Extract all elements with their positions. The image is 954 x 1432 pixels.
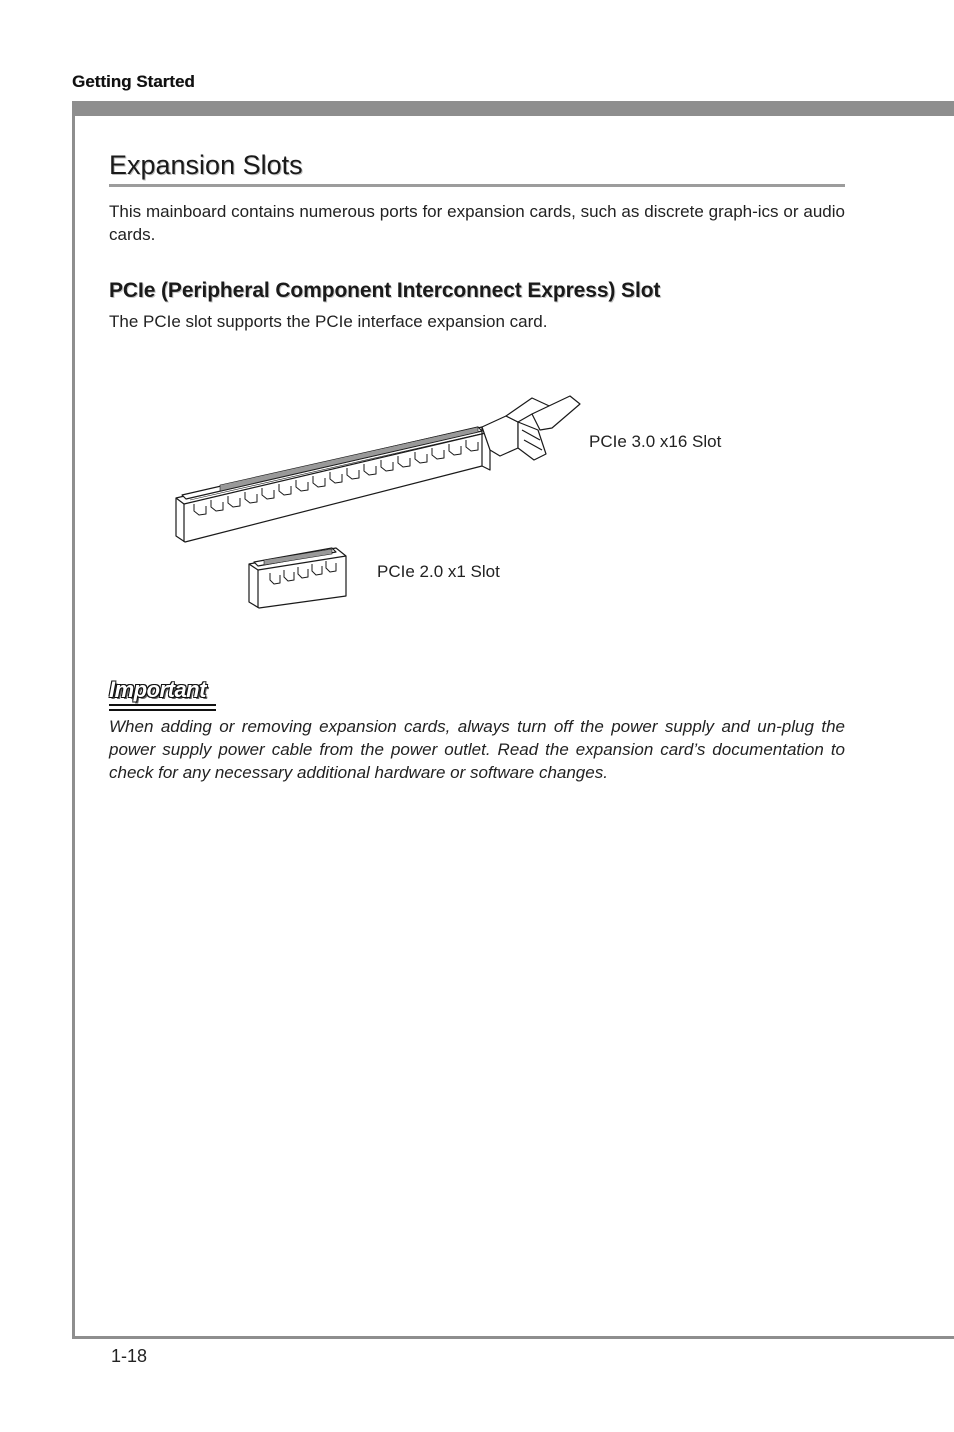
subsection-title: PCIe (Peripheral Component Interconnect Express) Slot [109,279,661,302]
pcie-x16-slot-drawing [176,396,580,542]
footer-rule [72,1336,954,1339]
pcie-x1-slot-drawing [249,548,346,608]
left-margin-rule [72,101,75,1339]
page-header-section: Getting Started [72,72,195,91]
important-note-text: When adding or removing expansion cards, always turn off the power supply and un-plug the power supply power cable from the power outlet. Read the expansion card’s documentation to check for any necessary additional hardware or software changes. [109,717,845,782]
page-number: 1-18 [111,1346,148,1366]
important-underline-bottom [109,709,216,711]
intro-paragraph: This mainboard contains numerous ports for expansion cards, such as discrete graph-ics or audio cards. [109,202,845,244]
important-heading: Important [109,677,206,702]
important-underline-top [109,704,216,706]
pcie-x1-slot-label: PCIe 2.0 x1 Slot [377,562,500,581]
section-title-underline [109,184,845,187]
pcie-x16-slot-label: PCIe 3.0 x16 Slot [589,432,722,451]
subsection-description: The PCIe slot supports the PCIe interface expansion card. [109,312,548,331]
section-title: Expansion Slots [109,150,303,180]
header-bar [72,101,954,116]
pcie-slot-illustration [160,370,600,630]
